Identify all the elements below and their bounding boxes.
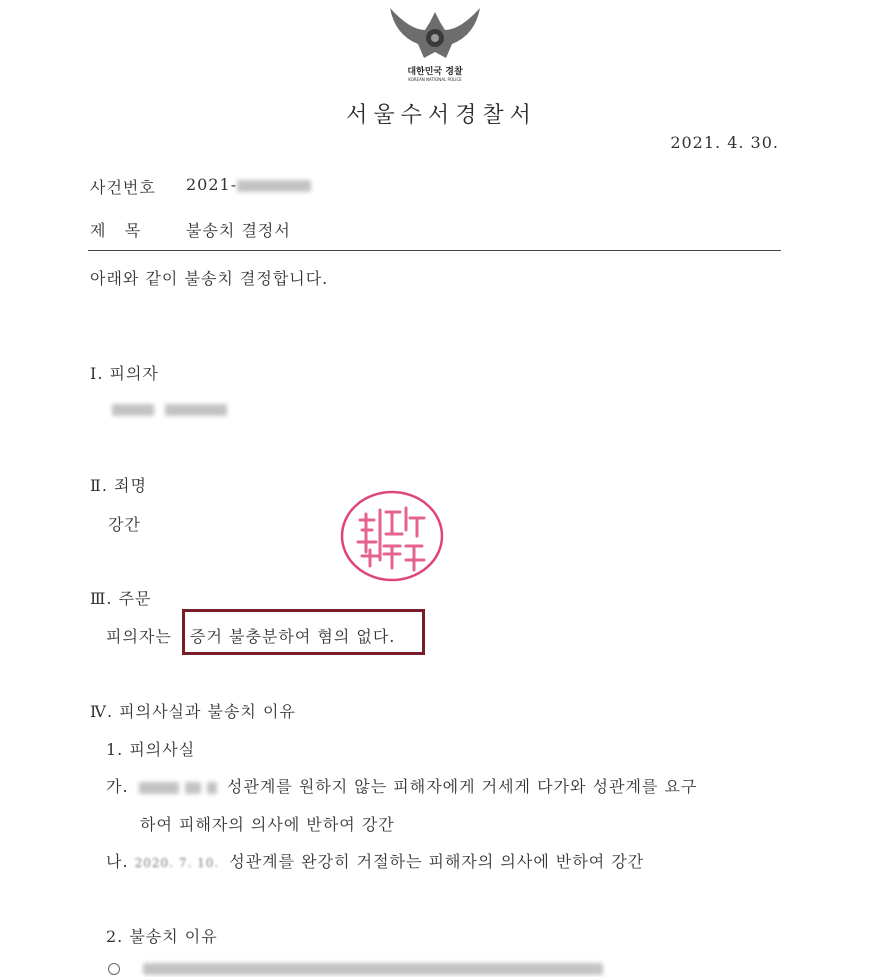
case-number — [186, 175, 311, 194]
fact-item-ga-marker: 가. — [106, 777, 129, 796]
subsection-reason: 2. 불송치 이유 — [106, 927, 218, 946]
charge-name: 강간 — [108, 515, 141, 534]
fact-item-ga — [106, 774, 697, 797]
police-emblem — [380, 0, 490, 90]
redacted-reason-text — [108, 958, 603, 977]
emblem-text-ko: 대한민국 경찰 — [407, 67, 463, 77]
redacted-date — [139, 782, 179, 794]
divider — [88, 250, 781, 251]
case-number-prefix: 2021- — [186, 175, 238, 194]
disposition-text: 증거 불충분하여 혐의 없다. — [190, 627, 396, 646]
redacted-suspect-name — [112, 399, 227, 418]
section-1-heading: Ⅰ. 피의자 — [90, 364, 159, 383]
emblem-text-en: KOREAN NATIONAL POLICE — [408, 77, 462, 82]
station-title: 서울수서경찰서 — [346, 103, 537, 128]
section-4-heading: Ⅳ. 피의사실과 불송치 이유 — [90, 702, 296, 721]
case-number-label: 사건번호 — [90, 178, 156, 197]
subject: 불송치 결정서 — [186, 221, 291, 240]
redacted-date — [185, 782, 201, 794]
fact-item-na-date: 2020. 7. 10. — [134, 856, 220, 870]
document-date: 2021. 4. 30. — [670, 133, 779, 152]
fact-item-ga-text: 성관계를 원하지 않는 피해자에게 거세게 다가와 성관계를 요구 — [226, 777, 698, 796]
fact-item-ga-continued: 하여 피해자의 의사에 반하여 강간 — [140, 815, 395, 834]
red-seal-stamp-icon — [340, 490, 445, 582]
disposition-prefix: 피의자는 — [106, 627, 178, 646]
eagle-emblem-icon — [380, 0, 490, 62]
redacted-date — [207, 782, 217, 794]
redacted-case-number — [237, 180, 311, 192]
subsection-facts: 1. 피의사실 — [106, 740, 196, 759]
section-2-heading: Ⅱ. 죄명 — [90, 476, 147, 495]
subject-label: 제 목 — [90, 221, 142, 240]
section-3-heading: Ⅲ. 주문 — [90, 589, 152, 608]
fact-item-na-marker: 나. — [106, 852, 129, 871]
fact-item-na — [106, 849, 644, 872]
fact-item-na-text: 성관계를 완강히 거절하는 피해자의 의사에 반하여 강간 — [229, 852, 645, 871]
intro-text: 아래와 같이 불송치 결정합니다. — [90, 269, 329, 288]
official-seal — [340, 490, 445, 586]
